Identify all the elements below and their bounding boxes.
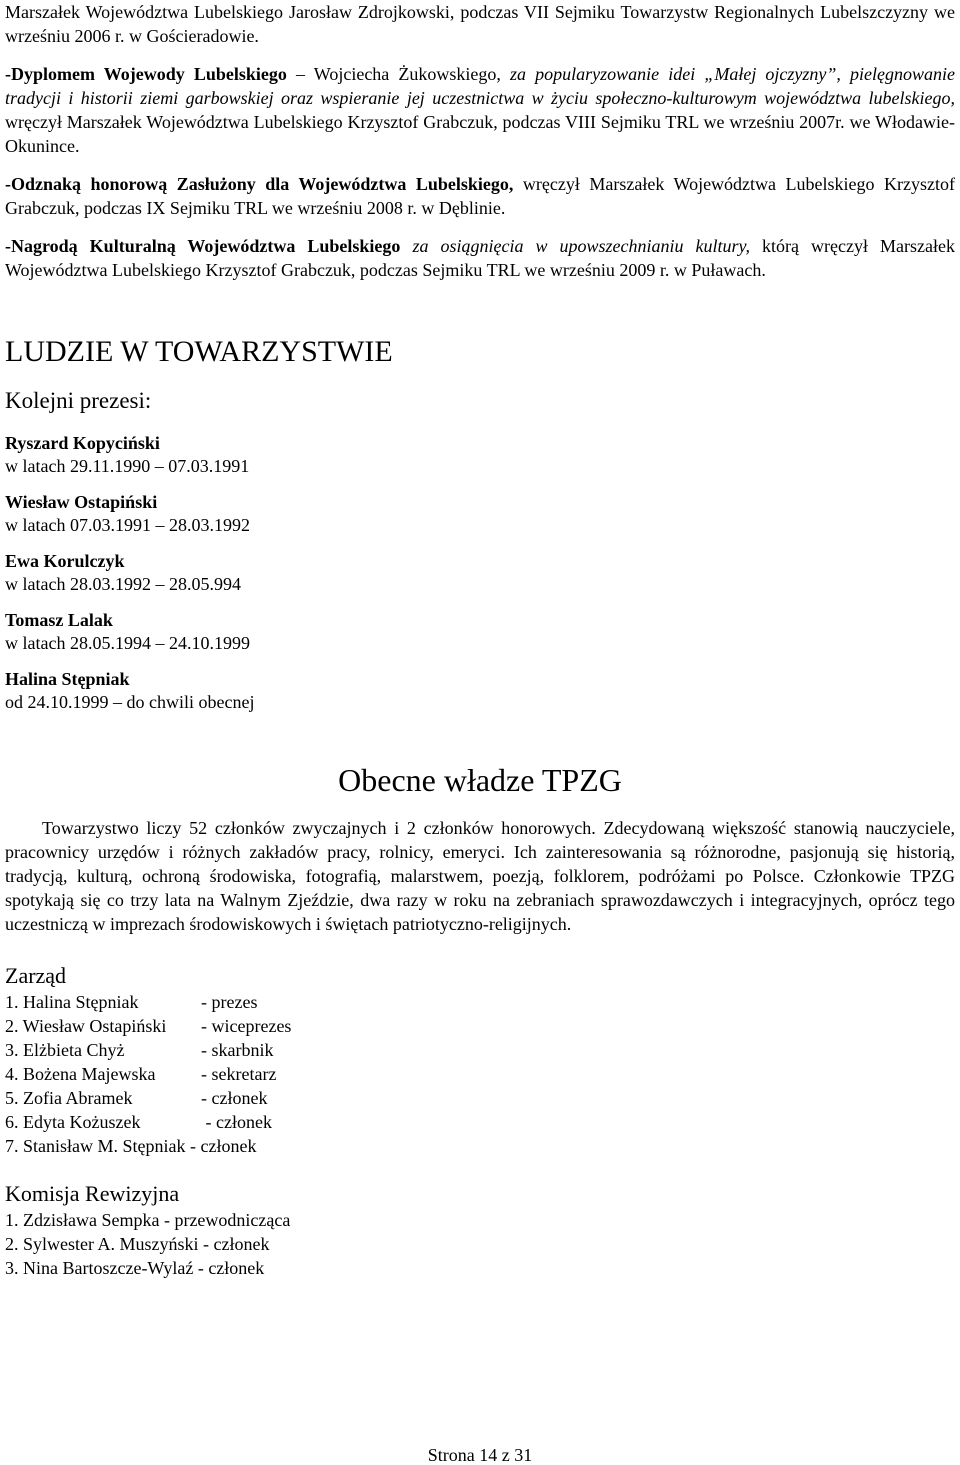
- audit-list: [5, 1208, 955, 1280]
- member-role: - sekretarz: [201, 1064, 277, 1084]
- member-role: - członek: [190, 1136, 257, 1156]
- president-name: Tomasz Lalak: [5, 610, 113, 630]
- intro-paragraph: Marszałek Województwa Lubelskiego Jarosław Zdrojkowski, podczas VII Sejmiku Towarzystw Regionalnych Lubelszczyzny we wrześniu 2006 r. w Gościeradowie.: [5, 2, 955, 46]
- page-number: Strona 14 z 31: [427, 1445, 533, 1465]
- authorities-paragraph: Towarzystwo liczy 52 członków zwyczajnych i 2 członków honorowych. Zdecydowaną większość stanowią nauczyciele, pracownicy urzędów i różnych zakładów pracy, rolnicy, emeryci. Ich zainteresowania są różnorodne, pasjonują się historią, tradycją, kulturą, ochroną środowiska, fotografią, malarstwem, poezją, folklorem, podróżami po Polsce. Członkowie TPZG spotykają się co trzy lata na Walnym Zjeździe, dwa razy w roku na zebraniach sprawozdawczych i integracyjnych, oprócz tego uczestniczą w imprezach środowiskowych i świętach patriotyczno-religijnych.: [5, 818, 955, 934]
- list-item: [5, 1110, 955, 1134]
- member-name: 3. Elżbieta Chyż: [5, 1040, 125, 1060]
- award-text: [400, 236, 412, 256]
- president-entry: [5, 609, 955, 655]
- member-role: - członek: [201, 1088, 268, 1108]
- award-title: -Nagrodą Kulturalną Województwa Lubelskiego: [5, 236, 401, 256]
- award-paragraph: [5, 172, 955, 220]
- board-list: [5, 990, 955, 1158]
- president-name: Halina Stępniak: [5, 669, 130, 689]
- list-item: [5, 1086, 955, 1110]
- member-role: - wiceprezes: [201, 1016, 292, 1036]
- board-heading: Zarząd: [5, 963, 67, 988]
- list-item: [5, 1038, 955, 1062]
- president-name: Ewa Korulczyk: [5, 551, 125, 571]
- member-name: 7. Stanisław M. Stępniak: [5, 1136, 186, 1156]
- audit-heading: Komisja Rewizyjna: [5, 1181, 180, 1206]
- award-justification: za osiągnięcia w upowszechnianiu kultury,: [412, 236, 751, 256]
- member-role: - prezes: [201, 992, 258, 1012]
- president-period: w latach 28.05.1994 – 24.10.1999: [5, 633, 250, 653]
- authorities-heading: Obecne władze TPZG: [338, 762, 622, 798]
- member-name: 1. Halina Stępniak: [5, 992, 139, 1012]
- list-item: 1. Zdzisława Sempka - przewodnicząca: [5, 1210, 291, 1230]
- member-name: 6. Edyta Kożuszek: [5, 1112, 141, 1132]
- award-text: wręczył Marszałek Województwa Lubelskiego Krzysztof Grabczuk, podczas VIII Sejmiku TRL we wrześniu 2007r. we Włodawie-Okunince.: [5, 112, 955, 156]
- president-name: Wiesław Ostapiński: [5, 492, 158, 512]
- presidents-list: [5, 432, 955, 714]
- member-name: 5. Zofia Abramek: [5, 1088, 133, 1108]
- document-page: [5, 0, 955, 1280]
- award-paragraph: [5, 234, 955, 282]
- award-title: -Odznaką honorową Zasłużony dla Województwa Lubelskiego,: [5, 174, 514, 194]
- award-text: którą wręczył Marszałek Województwa Lubelskiego Krzysztof Grabczuk, podczas Sejmiku TRL we wrześniu 2009 r. w Puławach.: [5, 236, 955, 280]
- list-item: [5, 990, 955, 1014]
- list-item: [5, 1062, 955, 1086]
- award-text: wręczył Marszałek Województwa Lubelskiego Krzysztof Grabczuk, podczas IX Sejmiku TRL we wrześniu 2008 r. w Dęblinie.: [5, 174, 955, 218]
- list-item: [5, 1014, 955, 1038]
- award-justification: za popularyzowanie idei „Małej ojczyzny”, pielęgnowanie tradycji i historii ziemi garbowskiej oraz wspieranie jej uczestnictwa w życiu społeczno-kulturowym województwa lubelskiego,: [5, 64, 956, 108]
- list-item: 3. Nina Bartoszcze-Wylaź - członek: [5, 1258, 265, 1278]
- president-entry: [5, 491, 955, 537]
- president-name: Ryszard Kopyciński: [5, 433, 160, 453]
- presidents-heading: Kolejni prezesi:: [5, 388, 152, 413]
- president-period: w latach 29.11.1990 – 07.03.1991: [5, 456, 250, 476]
- president-entry: [5, 668, 955, 714]
- president-period: od 24.10.1999 – do chwili obecnej: [5, 692, 255, 712]
- member-role: - członek: [201, 1112, 272, 1132]
- member-role: - skarbnik: [201, 1040, 274, 1060]
- list-item: [5, 1134, 955, 1158]
- award-title: -Dyplomem Wojewody Lubelskiego: [5, 64, 287, 84]
- president-period: w latach 28.03.1992 – 28.05.994: [5, 574, 241, 594]
- section-heading: LUDZIE W TOWARZYSTWIE: [5, 335, 393, 368]
- member-name: 2. Wiesław Ostapiński: [5, 1016, 167, 1036]
- president-entry: [5, 432, 955, 478]
- president-period: w latach 07.03.1991 – 28.03.1992: [5, 515, 250, 535]
- list-item: 2. Sylwester A. Muszyński - członek: [5, 1234, 270, 1254]
- award-paragraph: [5, 62, 955, 158]
- award-text: – Wojciecha Żukowskiego,: [286, 64, 511, 84]
- member-name: 4. Bożena Majewska: [5, 1064, 156, 1084]
- president-entry: [5, 550, 955, 596]
